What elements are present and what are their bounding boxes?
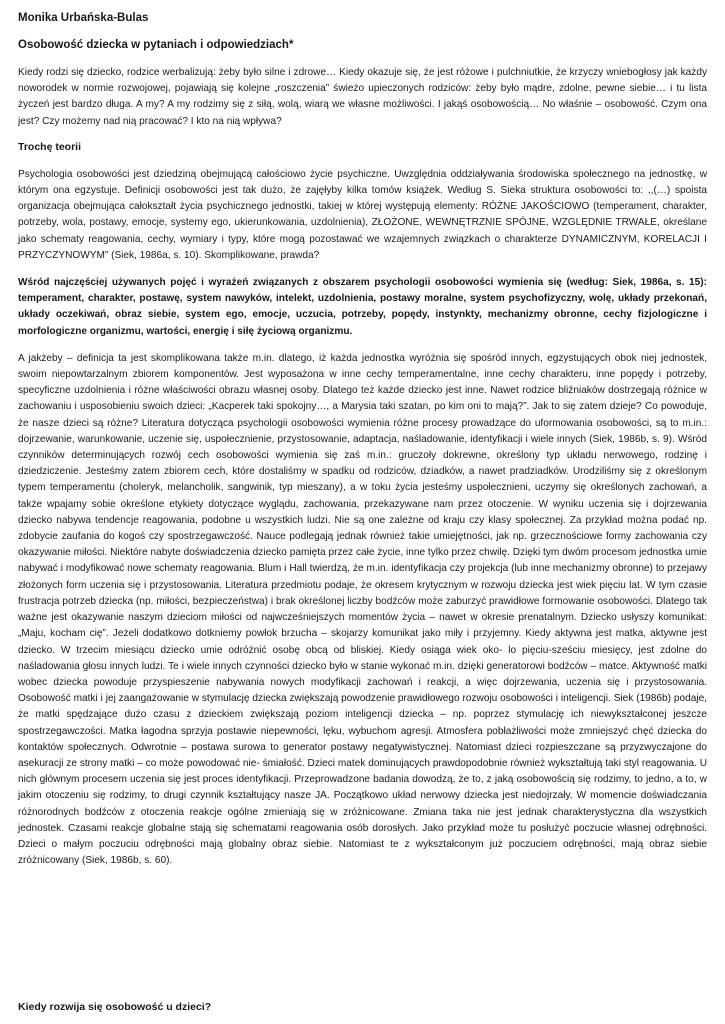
theory-paragraph-definition: Psychologia osobowości jest dziedziną obejmującą całościowo życie psychiczne. Uwzględnia oddziaływania środowiska społecznego na jednostkę, w którym ona egzystuje. Definicji osobowości jest tak dużo, że zajęłyby kilka tomów książek. Według S. Sieka struktura osobowości to: ,,(…) spoista organizacja obejmująca całokształt życia psychicznego jednostki, takiej w której występują elementy: RÓŻNE JAKOŚCIOWO (temperament, charakter, potrzeby, wola, postawy, emocje, systemy ego, ukierunkowania, uzdolnienia), ZŁOŻONE, WEWNĘTRZNIE SPÓJNE, WZGLĘDNIE TRWAŁE, określane jako schematy reagowania, cechy, wymiary i typy, które mogą pozostawać we wzajemnych związkach o charakterze DYNAMICZNYM, KORELACJI I PRZYCZYNOWYM” (Siek, 1986a, s. 10). Skomplikowane, prawda?: [18, 168, 707, 261]
article-title: Osobowość dziecka w pytaniach i odpowiedziach*: [18, 39, 294, 51]
author-name: Monika Urbańska-Bulas: [18, 12, 149, 24]
section-heading-theory: Trochę teorii: [18, 140, 82, 153]
intro-paragraph: Kiedy rodzi się dziecko, rodzice werbalizują: żeby było silne i zdrowe… Kiedy okazuje się, że jest różowe i pulchniutkie, że krzyczy wniebogłosy jak każdy noworodek w normie rozwojowej, pojawiają się kolejne „roszczenia” świeżo upieczonych rodziców: żeby było mądre, zdolne, pewne siebie… i tu lista życzeń jest bardzo długa. A my? A my rodzimy się z siłą, wolą, wiarą we własne możliwości. I jakąś osobowością… No właśnie – osobowość. Czym ona jest? Czy możemy nad nią pracować? I kto na nią wpływa?: [18, 67, 707, 127]
theory-paragraph-development: A jakżeby – definicja ta jest skomplikowana także m.in. dlatego, iż każda jednostka wyróżnia się spośród innych, egzystujących obok niej jednostek, swoim niepowtarzalnym zbiorem komponentów. Jest wyposażona w inne cechy temperamentalne, inne cechy charakteru, inne popędy i potrzeby, specyficzne uzdolnienia i różne właściwości obrazu własnej osoby. Dlatego też każde dziecko jest inne. Nawet rodzice bliźniaków dostrzegają różnice w zachowaniu i usposobieniu swoich dzieci: „Kacperek taki spokojny…, a Marysia taki szatan, po kim oni to mają?”. Jak to się zatem dzieje? Co powoduje, że nasze dzieci są różne? Literatura dotycząca psychologii osobowości wymienia różne procesy prowadzące do uformowania osobowości, są to m.in.: dojrzewanie, warunkowanie, uczenie się, uspołecznienie, przystosowanie, adaptacja, naśladowanie, identyfikacji i wiele innych (Siek, 1986b, s. 9). Wśród czynników determinujących rozwój cech osobowości wymienia się zaś m.in.: gruczoły dokrewne, określony typ układu nerwowego, rodzinę i dziedziczenie. Jesteśmy zatem zbiorem cech, które dostaliśmy w spadku od rodziców, dziadków, a nawet pradziadków. Urodziliśmy się z określonym typem temperamentu (choleryk, melancholik, sangwinik, typ mieszany), a w toku życia jesteśmy uspołecznieni, uczymy się określonych zachowań, a także wpajamy sobie określone etykiety dotyczące wyglądu, zachowania, przekazywane nam przez otoczenie. W wyniku uczenia się i dojrzewania dziecko nabywa tendencje reagowania, podobne u wszystkich ludzi. Nie są one zależne od kraju czy klasy społecznej. Za przykład można podać np. zdobycie zaufania do kogoś czy spostrzegawczość. Nauce podlegają jednak również takie umiejętności, jak np. grzecznościowe formy zachowania czy okazywanie miłości. Niektóre nabyte doświadczenia dziecko pamięta przez całe życie, inne tylko przez chwilę. Dzięki tym dwóm procesom jednostka umie nabywać i modyfikować nowe schematy reagowania. Blum i Hall twierdzą, że m.in. identyfikacja czy projekcja (lub inne mechanizmy obronne) to przejawy złożonych form uczenia się i przystosowania. Literatura przedmiotu podaje, że okresem krytycznym w rozwoju dziecka jest wiek pięciu lat. W tym czasie frustracja potrzeb dziecka (np. miłości, bezpieczeństwa) i brak określonej liczby bodźców może zaburzyć prawidłowe formowanie osobowości. Dlatego tak ważne jest okazywanie naszym dzieciom miłości od najwcześniejszych momentów życia – nawet w okresie prenatalnym. Dziecko usłyszy komunikat: „Maju, kocham cię”. Jeżeli dodatkowo dotkniemy powłok brzucha – skojarzy komunikat jako miły i przyjemny. Kiedy aktywna jest matka, aktywne jest dziecko. W trzecim miesiącu dziecko umie odróżnić osobę obcą od bliskiej. Kiedy osiąga wiek oko- lo pięciu-sześciu miesięcy, jest zdolne do naśladowania głosu innych ludzi. Te i wiele innych czynności dziecko było w stanie wykonać m.in. dzięki generatorowi bodźców – matce. Aktywność matki wobec dziecka powoduje przyspieszenie nabywania nowych modyfikacji zachowań i reakcji, a więc dojrzewania, uczenia się i przystosowania. Osobowość matki i jej zaangażowanie w stymulację dziecka zwiększają powodzenie prawidłowego rozwoju osobowości i inteligencji. Siek (1986b) podaje, że matki spędzające dużo czasu z dzieckiem zwiększają poziom inteligencji dziecka – np. poprzez stymulację ich niewykształconej jeszcze spostrzegawczości. Matka łagodna sprzyja postawie niepewności, lęku, wybuchom agresji. Atmosfera pobłażliwości może zmniejszyć chęć dziecka do kontaktów społecznych. Odwrotnie – postawa surowa to generator postawy negatywistycznej. Natomiast dzieci rozpieszczane są przyzwyczajone do asekuracji ze strony matki – co może powodować nie- śmiałość. Dzieci matek dominujących prawdopodobnie również wykształtują taki styl reagowania. U nich głównym procesem uczenia się jest proces identyfikacji. Przeprowadzone badania dowodzą, że to, z jaką osobowością się rodzimy, to jedno, a to, w jakim otoczeniu się rodzimy, to drugi czynnik kształtujący nasze JA. Początkowo układ nerwowy dziecka jest niedojrzały. W momencie doświadczania różnorodnych bodźców z otoczenia reakcje ogólne zmieniają się w zróżnicowane. Zmiana taka nie jest jednak charakterystyczna dla wszystkich jednostek. Czasami reakcje globalne stają się schematami reagowania osób dorosłych. Jako przykład może tu posłużyć poczucie własnej odrębności. Dzieci o małym poczuciu odrębności mają globalny obraz siebie. Natomiast te z wykształconym już poczuciem odrębności, mają obraz siebie zróżnicowany (Siek, 1986b, s. 60).: [18, 352, 707, 867]
section-heading-when: Kiedy rozwija się osobowość u dzieci?: [18, 1001, 212, 1013]
theory-paragraph-concepts: Wśród najczęściej używanych pojęć i wyrażeń związanych z obszarem psychologii osobowości wymienia się (według: Siek, 1986a, s. 15): temperament, charakter, postawę, system nawyków, intelekt, uzdolnienia, postawy moralne, system psychofizyczny, wolę, układy przekonań, układy oczekiwań, obraz siebie, system ego, emocje, uczucia, potrzeby, popędy, instynkty, mechanizmy obronne, cechy fizjologiczne i morfologiczne organizmu, wartości, energię i siłę życiową organizmu.: [18, 277, 707, 337]
